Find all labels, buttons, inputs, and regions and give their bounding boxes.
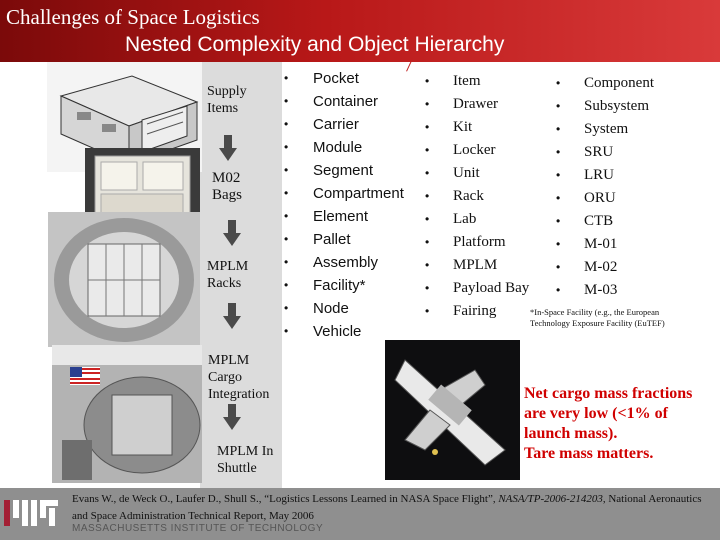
list-item: • Assembly	[284, 251, 424, 274]
list-item: • Vehicle	[284, 320, 424, 343]
list-item: • CTB	[556, 210, 676, 233]
list-item: • Carrier	[284, 113, 424, 136]
list-item: • Element	[284, 205, 424, 228]
bullet-icon: •	[556, 214, 561, 228]
bullet-icon: •	[284, 140, 289, 154]
list-item: • ORU	[556, 187, 676, 210]
mplm-racks-image	[48, 212, 200, 347]
bullet-icon: •	[284, 232, 289, 246]
bullet-icon: •	[425, 304, 430, 318]
down-arrow-icon	[223, 220, 241, 246]
list-item: • Fairing	[425, 300, 545, 323]
bullet-icon: •	[284, 301, 289, 315]
bullet-icon: •	[556, 168, 561, 182]
bullet-icon: •	[425, 212, 430, 226]
mplm-cargo-integration-image	[52, 345, 202, 483]
list-item: • Item	[425, 70, 545, 93]
list-item: • Unit	[425, 162, 545, 185]
list-item: • Facility*	[284, 274, 424, 297]
list-item: • Drawer	[425, 93, 545, 116]
citation: Evans W., de Weck O., Laufer D., Shull S., “Logistics Lessons Learned in NASA Space Flight”, NASA/TP-2006-214203, National Aeronautics and Space Administration Technical Report, May 2006	[72, 493, 702, 522]
list-item: • Component	[556, 72, 676, 95]
list-item: • MPLM	[425, 254, 545, 277]
bullet-icon: •	[425, 74, 430, 88]
bullet-icon: •	[556, 145, 561, 159]
mplm-racks-label: MPLM Racks	[207, 259, 249, 291]
slide-subtitle: Nested Complexity and Object Hierarchy	[125, 33, 505, 56]
mplm-hierarchy-list	[425, 70, 545, 323]
list-item: • SRU	[556, 141, 676, 164]
bullet-icon: •	[425, 189, 430, 203]
list-item: • Compartment	[284, 182, 424, 205]
bullet-icon: •	[556, 99, 561, 113]
list-item: • LRU	[556, 164, 676, 187]
bullet-icon: •	[284, 209, 289, 223]
list-item: • M-02	[556, 256, 676, 279]
supply-items-label: Supply Items	[207, 84, 247, 116]
list-item: • Platform	[425, 231, 545, 254]
title-bar	[0, 0, 720, 62]
down-arrow-icon	[223, 303, 241, 329]
bullet-icon: •	[425, 97, 430, 111]
generic-hierarchy-list	[284, 67, 424, 343]
bullet-icon: •	[425, 235, 430, 249]
bullet-icon: •	[425, 166, 430, 180]
bullet-icon: •	[556, 260, 561, 274]
facility-footnote: *In-Space Facility (e.g., the European Technology Exposure Facility (EuTEF)	[530, 307, 665, 328]
mplm-in-shuttle-label: MPLM In Shuttle	[217, 444, 274, 476]
bullet-icon: •	[284, 255, 289, 269]
list-item: • Locker	[425, 139, 545, 162]
bullet-icon: •	[425, 143, 430, 157]
list-item: • Container	[284, 90, 424, 113]
list-item: • Pocket	[284, 67, 424, 90]
iss-hierarchy-list	[556, 72, 676, 302]
bullet-icon: •	[556, 191, 561, 205]
bullet-icon: •	[284, 94, 289, 108]
list-item: • System	[556, 118, 676, 141]
mplm-cargo-integration-label: MPLM Cargo Integration	[208, 353, 270, 402]
bullet-icon: •	[556, 76, 561, 90]
bullet-icon: •	[284, 117, 289, 131]
list-item: • Payload Bay	[425, 277, 545, 300]
institution-name: MASSACHUSETTS INSTITUTE OF TECHNOLOGY	[72, 523, 324, 534]
slide-title: Challenges of Space Logistics	[6, 5, 260, 29]
list-item: • Lab	[425, 208, 545, 231]
list-item: • Subsystem	[556, 95, 676, 118]
down-arrow-icon	[219, 135, 237, 161]
list-item: • Segment	[284, 159, 424, 182]
list-item: • Kit	[425, 116, 545, 139]
bullet-icon: •	[425, 258, 430, 272]
bullet-icon: •	[556, 122, 561, 136]
list-item: • M-03	[556, 279, 676, 302]
mit-logo	[4, 500, 60, 531]
bullet-icon: •	[284, 71, 289, 85]
mplm-in-shuttle-image	[385, 340, 520, 480]
bullet-icon: •	[556, 283, 561, 297]
bullet-icon: •	[425, 120, 430, 134]
list-item: • Pallet	[284, 228, 424, 251]
list-item: • Module	[284, 136, 424, 159]
cargo-mass-note: Net cargo mass fractions are very low (<1% of launch mass). Tare mass matters.	[524, 385, 693, 462]
m02-bags-label: M02 Bags	[212, 170, 242, 203]
list-item: • Node	[284, 297, 424, 320]
bullet-icon: •	[425, 281, 430, 295]
bullet-icon: •	[284, 186, 289, 200]
bullet-icon: •	[284, 163, 289, 177]
list-item: • M-01	[556, 233, 676, 256]
down-arrow-icon	[223, 404, 241, 430]
bullet-icon: •	[284, 278, 289, 292]
bullet-icon: •	[284, 324, 289, 338]
list-item: • Rack	[425, 185, 545, 208]
bullet-icon: •	[556, 237, 561, 251]
